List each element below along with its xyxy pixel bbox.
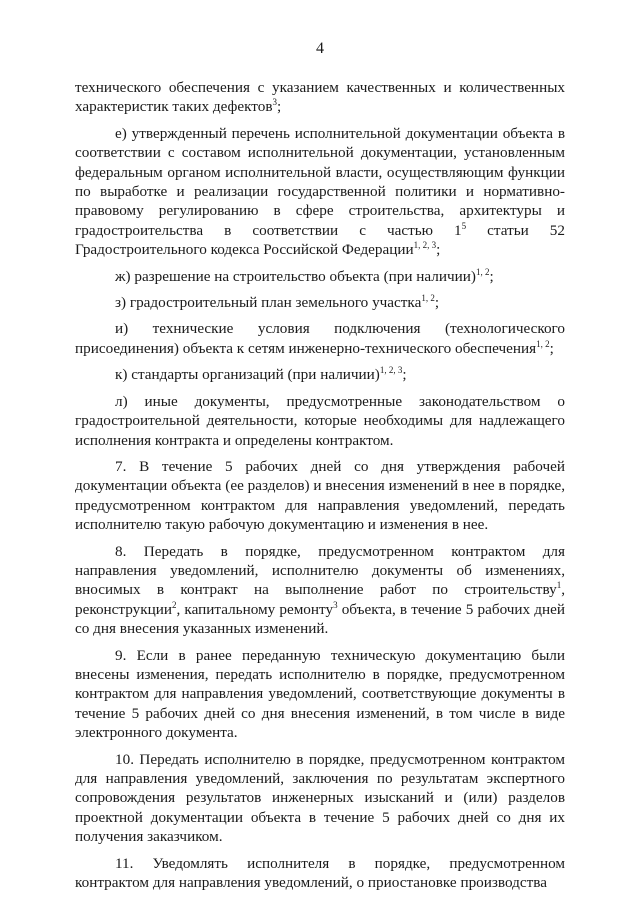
- paragraph-item-e: е) утвержденный перечень исполнительной документации объекта в соответствии с составом исполнительной документации, установленным федеральным органом исполнительной власти, осуществляющим функции по выработке и реализации государственной политики и нормативно-правовому регулированию в сфере строительства, архитектуры и градостроительства в соответствии с частью $1^5$ статьи 52 Градостроительного кодекса Российской Федерации$^{1, 2, 3}$;: [75, 124, 565, 259]
- paragraph-item-z: з) градостроительный план земельного участка$^{1, 2}$;: [115, 293, 440, 312]
- paragraph-item-zh: ж) разрешение на строительство объекта (при наличии)$^{1, 2}$;: [115, 266, 494, 285]
- paragraph-item-l: л) иные документы, предусмотренные законодательством о градостроительной деятельности, которые необходимы для надлежащего исполнения контракта и определены контрактом.: [75, 392, 565, 449]
- paragraph-7: 7. В течение 5 рабочих дней со дня утверждения рабочей документации объекта (ее разделов) и внесения изменений в нее в порядке, предусмотренном контрактом для направления уведомлений, передать исполнителю такую рабочую документацию и изменения в нее.: [75, 457, 565, 534]
- paragraph-item-k: к) стандарты организаций (при наличии)$^{1, 2, 3}$;: [115, 365, 407, 384]
- paragraph-8: 8. Передать в порядке, предусмотренном контрактом для направления уведомлений, исполнителю документы об изменениях, вносимых в контракт на выполнение работ по строительству$^1$, реконструкции$^2$, капитальному ремонту$^3$ объекта, в течение 5 рабочих дней со дня внесения указанных изменений.: [75, 542, 566, 638]
- paragraph-item-i: и) технические условия подключения (технологического присоединения) объекта к сетям инженерно-технического обеспечения$^{1, 2}$;: [75, 320, 565, 357]
- paragraph-9: 9. Если в ранее переданную техническую документацию были внесены изменения, передать исполнителю в порядке, предусмотренном контрактом для направления уведомлений, соответствующие документы в течение 5 рабочих дней со дня внесения изменений, в том числе в виде электронного документа.: [75, 646, 565, 742]
- paragraph-10: 10. Передать исполнителю в порядке, предусмотренном контрактом для направления уведомлений, заключения по результатам экспертного сопровождения результатов инженерных изысканий и (или) разделов проектной документации объекта в течение 5 рабочих дней со дня их получения заказчиком.: [75, 750, 565, 846]
- page-number: 4: [316, 40, 324, 57]
- paragraph-11: 11. Уведомлять исполнителя в порядке, предусмотренном контрактом для направления уведомлений, о приостановке производства: [75, 854, 565, 892]
- paragraph-continuation: технического обеспечения с указанием качественных и количественных характеристик таких дефектов$^3$;: [75, 79, 565, 116]
- document-body: [75, 78, 565, 892]
